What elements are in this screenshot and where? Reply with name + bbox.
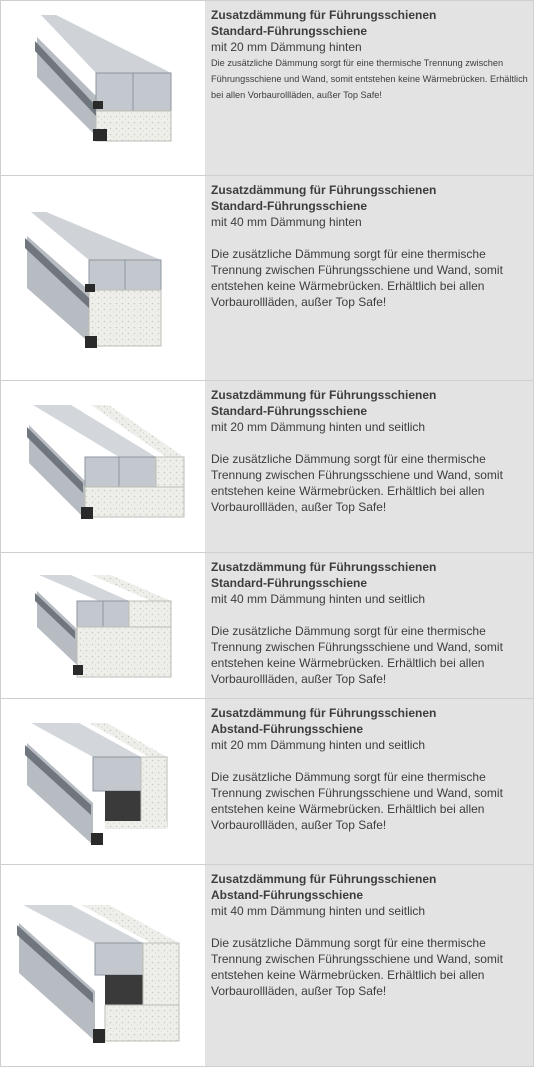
- product-title: Zusatzdämmung für Führungsschienen: [211, 183, 437, 197]
- product-image-cell: [0, 381, 205, 552]
- product-image-cell: [0, 865, 205, 1067]
- insulation-spec: mit 20 mm Dämmung hinten und seitlich: [211, 738, 426, 752]
- product-text-cell: [205, 699, 534, 864]
- product-row: [0, 698, 534, 864]
- product-title: Zusatzdämmung für Führungsschienen: [211, 8, 437, 22]
- product-description: Die zusätzliche Dämmung sorgt für eine thermische Trennung zwischen Führungsschiene und Wand, somit entstehen keine Wärmebrücken. Erhältlich bei allen Vorbaurollläden, außer Top Safe!: [211, 247, 503, 309]
- insulation-spec: mit 40 mm Dämmung hinten und seitlich: [211, 904, 426, 918]
- product-text-cell: [205, 1, 534, 175]
- spacer-rail-40mm-back-side-insulation-image: [1, 865, 206, 1067]
- insulation-spec: mit 40 mm Dämmung hinten: [211, 215, 362, 229]
- product-title: Zusatzdämmung für Führungsschienen: [211, 706, 437, 720]
- product-row: [0, 864, 534, 1067]
- rail-type: Standard-Führungsschiene: [211, 24, 368, 38]
- product-row: [0, 0, 534, 175]
- standard-rail-20mm-back-insulation-image: [1, 1, 206, 175]
- rail-type: Abstand-Führungsschiene: [211, 888, 364, 902]
- insulation-spec: mit 20 mm Dämmung hinten und seitlich: [211, 420, 426, 434]
- standard-rail-40mm-back-insulation-image: [1, 176, 206, 380]
- product-row: [0, 552, 534, 698]
- product-description: Die zusätzliche Dämmung sorgt für eine thermische Trennung zwischen Führungsschiene und Wand, somit entstehen keine Wärmebrücken. Erhältlich bei allen Vorbaurollläden, außer Top Safe!: [211, 452, 503, 514]
- product-title: Zusatzdämmung für Führungsschienen: [211, 560, 437, 574]
- product-text-cell: [205, 865, 534, 1067]
- product-row: [0, 175, 534, 380]
- insulation-spec: mit 40 mm Dämmung hinten und seitlich: [211, 592, 426, 606]
- rail-type: Standard-Führungsschiene: [211, 576, 368, 590]
- product-row: [0, 380, 534, 552]
- standard-rail-20mm-back-side-insulation-image: [1, 381, 206, 552]
- product-text-cell: [205, 176, 534, 380]
- product-text-cell: [205, 381, 534, 552]
- product-text-cell: [205, 553, 534, 698]
- product-description: Die zusätzliche Dämmung sorgt für eine thermische Trennung zwischen Führungsschiene und Wand, somit entstehen keine Wärmebrücken. Erhältlich bei allen Vorbaurollläden, außer Top Safe!: [211, 936, 503, 998]
- rail-type: Abstand-Führungsschiene: [211, 722, 364, 736]
- rail-type: Standard-Führungsschiene: [211, 199, 368, 213]
- product-description: Die zusätzliche Dämmung sorgt für eine thermische Trennung zwischen Führungsschiene und Wand, somit entstehen keine Wärmebrücken. Erhältlich bei allen Vorbaurollläden, außer Top Safe!: [211, 58, 528, 100]
- insulation-spec: mit 20 mm Dämmung hinten: [211, 40, 362, 54]
- product-title: Zusatzdämmung für Führungsschienen: [211, 388, 437, 402]
- product-image-cell: [0, 1, 205, 175]
- table-bottom-border: [0, 1066, 534, 1067]
- standard-rail-40mm-back-side-insulation-image: [1, 553, 206, 698]
- product-description: Die zusätzliche Dämmung sorgt für eine thermische Trennung zwischen Führungsschiene und Wand, somit entstehen keine Wärmebrücken. Erhältlich bei allen Vorbaurollläden, außer Top Safe!: [211, 770, 503, 832]
- rail-type: Standard-Führungsschiene: [211, 404, 368, 418]
- product-image-cell: [0, 699, 205, 864]
- product-title: Zusatzdämmung für Führungsschienen: [211, 872, 437, 886]
- product-image-cell: [0, 553, 205, 698]
- product-image-cell: [0, 176, 205, 380]
- spacer-rail-20mm-back-side-insulation-image: [1, 699, 206, 864]
- product-description: Die zusätzliche Dämmung sorgt für eine thermische Trennung zwischen Führungsschiene und Wand, somit entstehen keine Wärmebrücken. Erhältlich bei allen Vorbaurollläden, außer Top Safe!: [211, 624, 503, 686]
